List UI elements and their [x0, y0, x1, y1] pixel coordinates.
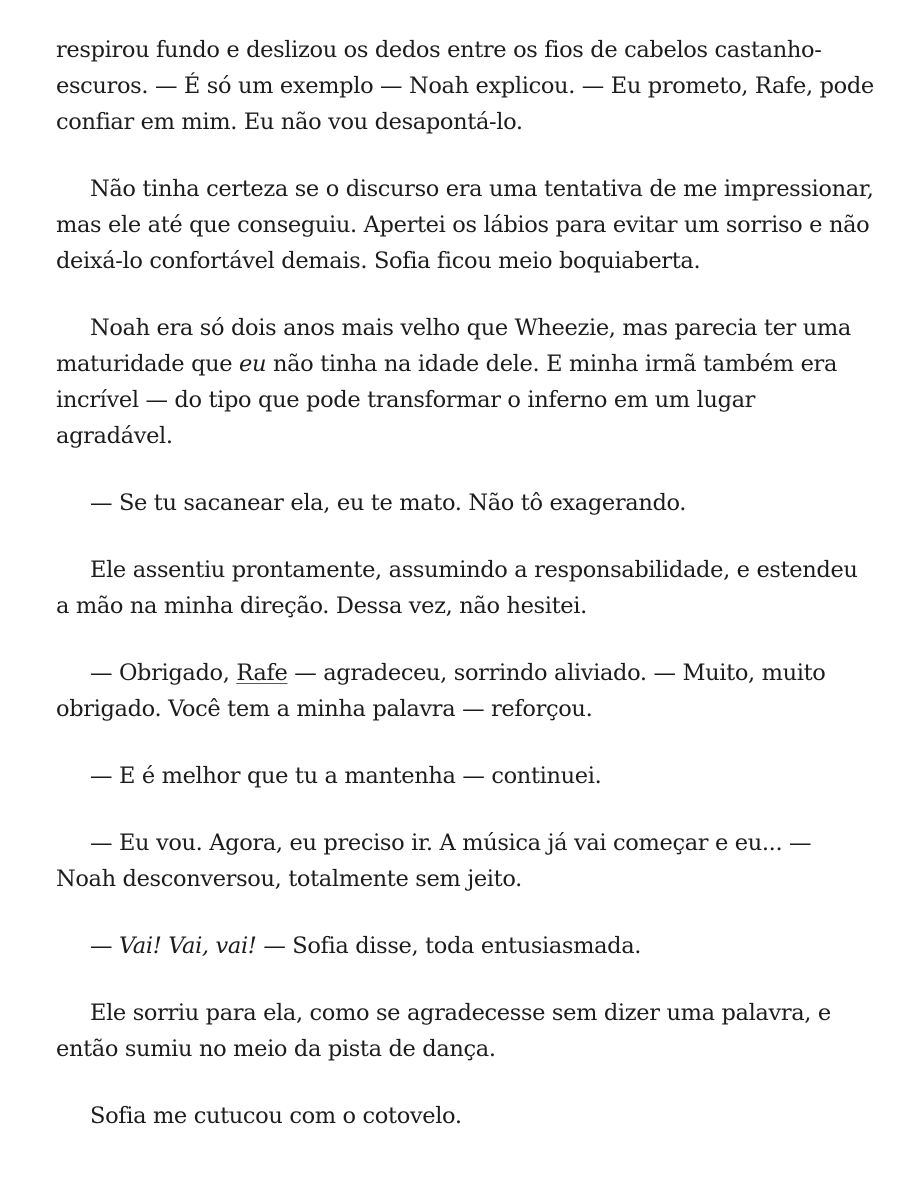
paragraph-11: Sofia me cutucou com o cotovelo. — [90, 1103, 462, 1129]
paragraph-7: — E é melhor que tu a mantenha — continuei. — [90, 763, 602, 789]
paragraph-8: — Eu vou. Agora, eu preciso ir. A música já vai começar e eu... — Noah desconversou, totalmente sem jeito. — [56, 830, 812, 892]
paragraph-4: — Se tu sacanear ela, eu te mato. Não tô exagerando. — [90, 490, 687, 516]
underlined-word-rafe[interactable]: Rafe — [236, 660, 288, 686]
paragraph-1: respirou fundo e deslizou os dedos entre os fios de cabelos castanho-escuros. — É só um exemplo — Noah explicou. — Eu prometo, Rafe, pode confiar em mim. Eu não vou desapontá-lo. — [56, 37, 874, 135]
paragraph-6 — [56, 655, 876, 727]
paragraph-5: Ele assentiu prontamente, assumindo a responsabilidade, e estendeu a mão na minha direção. Dessa vez, não hesitei. — [56, 557, 858, 619]
paragraph-3-text-end: não tinha na idade dele. E minha irmã também era incrível — do tipo que pode transformar o inferno em um lugar agradável. — [56, 351, 838, 449]
emphasis-vai: Vai! Vai, vai! — [118, 933, 257, 959]
paragraph-3-text-start: Noah era só dois anos mais velho que Wheezie, mas parecia ter uma maturidade que — [56, 315, 851, 377]
paragraph-10: Ele sorriu para ela, como se agradecesse sem dizer uma palavra, e então sumiu no meio da pista de dança. — [56, 1000, 831, 1062]
paragraph-9 — [56, 928, 876, 964]
book-page — [56, 32, 876, 1165]
paragraph-6-text-end: — agradeceu, sorrindo aliviado. — Muito, muito obrigado. Você tem a minha palavra — reforçou. — [56, 660, 826, 722]
paragraph-2: Não tinha certeza se o discurso era uma tentativa de me impressionar, mas ele até que conseguiu. Apertei os lábios para evitar um sorriso e não deixá-lo confortável demais. Sofia ficou meio boquiaberta. — [56, 176, 874, 274]
paragraph-9-text-end: — Sofia disse, toda entusiasmada. — [256, 933, 642, 959]
emphasis-eu: eu — [239, 351, 267, 377]
paragraph-9-dash: — — [90, 933, 119, 959]
paragraph-3 — [56, 310, 876, 454]
paragraph-6-text-start: — Obrigado, — [90, 660, 237, 686]
